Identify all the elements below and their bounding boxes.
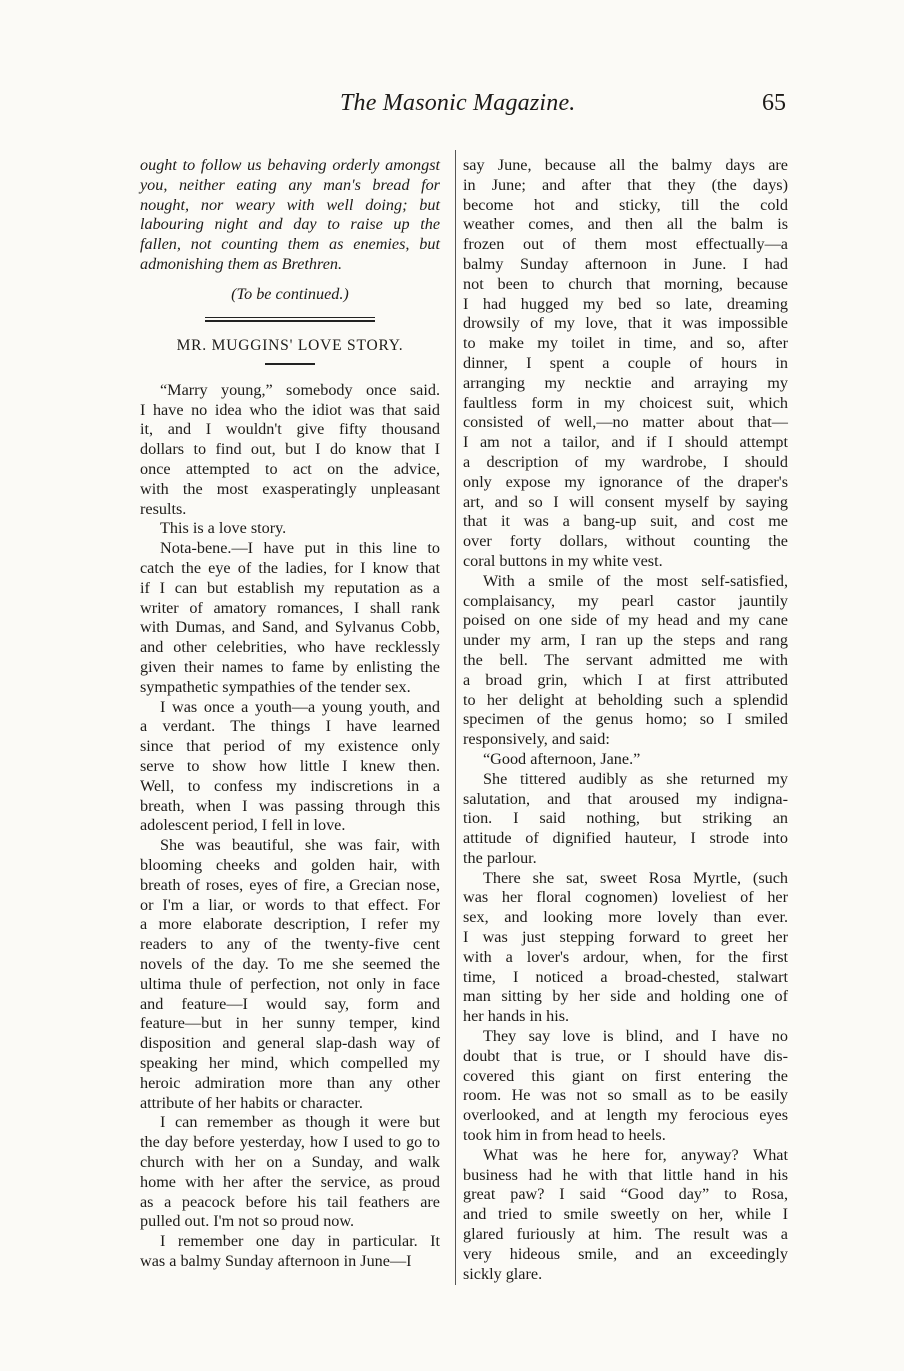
text-line: labouring night and day to raise up the (140, 215, 440, 234)
text-line: with Dumas, and Sand, and Sylvanus Cobb, (140, 618, 440, 637)
paragraph (463, 1027, 788, 1146)
text-line: covered this giant on first entering the (463, 1066, 788, 1085)
text-line: say June, because all the balmy days are (463, 156, 788, 174)
text-line: She tittered audibly as she returned my (483, 769, 788, 788)
text-line: adolescent period, I fell in love. (140, 816, 346, 835)
text-line: dinner, I spent a couple of hours in (463, 353, 788, 372)
text-line: novels of the day. To me she seemed the (140, 954, 440, 973)
text-line: under my arm, I ran up the steps and rang (463, 631, 788, 650)
text-line: time, I noticed a broad-chested, stalwart (463, 967, 788, 986)
text-line: salutation, and that aroused my indigna- (463, 789, 788, 808)
paragraph (140, 1113, 440, 1232)
text-line: as a peacock before his tail feathers are (140, 1192, 440, 1211)
paragraph (140, 836, 440, 1113)
text-line: arranging my necktie and arraying my (463, 373, 788, 392)
text-line: I am not a tailor, and if I should attempt (463, 433, 788, 452)
text-line: attitude of dignified hauteur, I strode into (463, 829, 788, 848)
text-line: heroic admiration more than any other (140, 1073, 440, 1092)
text-line: balmy Sunday afternoon in June. I had (463, 254, 788, 273)
text-line: She was beautiful, she was fair, with (160, 836, 440, 855)
text-line: blooming cheeks and golden hair, with (140, 856, 440, 874)
text-line: room. He was not so small as to be easily (463, 1086, 788, 1105)
text-line: breath of roses, eyes of fire, a Grecian nose, (140, 875, 440, 894)
text-line: frozen out of them most effectually—a (463, 235, 788, 254)
text-line: in June; and after that they (the days) (463, 175, 788, 194)
text-line: faultless form in my choicest suit, which (463, 393, 788, 412)
text-line: sickly glare. (463, 1264, 543, 1283)
text-line: writer of amatory romances, I shall rank (140, 598, 440, 617)
text-line: speaking her mind, which compelled my (140, 1053, 440, 1072)
text-line: that it was a bang-up suit, and cost me (463, 512, 788, 531)
text-line: With a smile of the most self-satisfied, (483, 571, 788, 590)
text-line: home with her after the service, as proud (140, 1172, 440, 1191)
text-line: Nota-bene.—I have put in this line to (160, 539, 440, 558)
paragraph (140, 1232, 440, 1272)
text-line: There she sat, sweet Rosa Myrtle, (such (483, 868, 788, 887)
text-line: glared furiously at him. The result was a (463, 1225, 788, 1244)
text-line: and tried to smile sweetly on her, while I (463, 1205, 788, 1224)
page-number: 65 (762, 90, 786, 116)
text-line: admonishing them as Brethren. (140, 254, 343, 273)
to-be-continued: (To be continued.) (231, 284, 349, 303)
right-body-text (463, 156, 788, 1284)
text-line: business had he with that little hand in his (463, 1165, 788, 1184)
running-title: The Masonic Magazine. (340, 90, 576, 116)
text-line: sex, and looking more lovely than ever. (463, 908, 788, 927)
text-line: attribute of her habits or character. (140, 1093, 363, 1112)
paragraph (463, 869, 788, 1027)
text-line: to her delight at beholding such a splendid (463, 690, 788, 709)
text-line: a more elaborate description, I refer my (140, 915, 440, 934)
text-line: sympathetic sympathies of the tender sex. (140, 677, 411, 696)
text-line: responsively, and said: (463, 730, 610, 749)
text-line: great paw? I said “Good day” to Rosa, (463, 1185, 788, 1204)
text-line: the day before yesterday, how I used to go to (140, 1133, 440, 1152)
text-line: over forty dollars, without counting the (463, 532, 788, 551)
text-line: I remember one day in particular. It (160, 1232, 440, 1251)
text-line: tion. I said nothing, but striking an (463, 809, 788, 828)
text-line: Well, to confess my indiscretions in a (140, 776, 440, 795)
text-line: What was he here for, anyway? What (483, 1145, 788, 1164)
text-line: serve to show how little I knew then. (140, 757, 440, 776)
paragraph (140, 539, 440, 697)
text-line: consisted of well,—no matter about that— (463, 413, 788, 432)
title-rule (265, 363, 315, 365)
text-line: catch the eye of the ladies, for I know that (140, 559, 440, 578)
text-line: art, and so I will consent myself by saying (463, 492, 788, 511)
text-line: ultima thule of perfection, not only in face (140, 974, 440, 993)
text-line: and feature—I would say, form and (140, 994, 440, 1013)
paragraph (463, 770, 788, 869)
text-line: man sitting by her side and holding one of (463, 987, 788, 1006)
text-line: given their names to fame by enlisting the (140, 658, 440, 677)
text-line: doubt that is true, or I should have dis- (463, 1046, 788, 1065)
text-line: it, and I wouldn't give fifty thousand (140, 420, 440, 439)
text-line: drowsily of my love, that it was impossible (463, 314, 788, 333)
text-line: ought to follow us behaving orderly amongst (140, 156, 440, 174)
text-line: readers to any of the twenty-five cent (140, 935, 440, 954)
text-line: weather comes, and then all the balm is (463, 215, 788, 234)
page-header (140, 90, 800, 130)
text-line: results. (140, 499, 187, 518)
text-line: a verdant. The things I have learned (140, 717, 440, 736)
text-line: was a balmy Sunday afternoon in June—I (140, 1251, 412, 1270)
text-line: only expose my ignorance of the draper's (463, 472, 788, 491)
text-line: poised on one side of my head and my cane (463, 611, 788, 630)
text-line: nought, nor weary with well doing; but (140, 195, 440, 214)
text-line: very hideous smile, and an exceedingly (463, 1244, 788, 1263)
text-line: This is a love story. (160, 519, 287, 538)
scripture-excerpt (140, 156, 440, 275)
left-body-text (140, 381, 440, 1272)
text-line: was her floral cognomen) loveliest of her (463, 888, 788, 907)
text-line: if I can but establish my reputation as a (140, 578, 440, 597)
text-line: to make my toilet in time, and so, after (463, 334, 788, 353)
text-line: a description of my wardrobe, I should (463, 452, 788, 471)
text-line: with the most exasperatingly unpleasant (140, 479, 440, 498)
text-line: her hands in his. (463, 1007, 570, 1026)
text-line: “Marry young,” somebody once said. (160, 380, 440, 399)
text-line: once attempted to act on the advice, (140, 460, 440, 479)
column-divider (455, 150, 456, 1285)
text-line: become hot and sticky, till the cold (463, 195, 788, 214)
paragraph (140, 519, 440, 539)
text-line: I had hugged my bed so late, dreaming (463, 294, 788, 313)
text-line: with a lover's ardour, when, for the first (463, 947, 788, 966)
paragraph (140, 381, 440, 520)
paragraph (463, 750, 788, 770)
text-line: a broad grin, which I at first attributed (463, 670, 788, 689)
text-line: since that period of my existence only (140, 737, 440, 756)
text-line: “Good afternoon, Jane.” (483, 749, 641, 768)
text-line: pulled out. I'm not so proud now. (140, 1212, 355, 1231)
text-line: church with her on a Sunday, and walk (140, 1152, 440, 1171)
paragraph (463, 1146, 788, 1285)
text-line: the bell. The servant admitted me with (463, 650, 788, 669)
text-line: feature—but in her sunny temper, kind (140, 1014, 440, 1033)
story-title: MR. MUGGINS' LOVE STORY. (176, 336, 404, 354)
text-line: complaisancy, my pearl castor jauntily (463, 591, 788, 610)
text-line: fallen, not counting them as enemies, but (140, 235, 440, 254)
text-line: the parlour. (463, 848, 537, 867)
text-line: or I'm a liar, or words to that effect. For (140, 895, 440, 914)
text-line: not been to church that morning, because (463, 274, 788, 293)
section-divider (205, 317, 375, 322)
text-line: and other celebrities, who have recklessly (140, 638, 440, 657)
text-line: disposition and general slap-dash way of (140, 1034, 440, 1053)
text-line: overlooked, and at length my ferocious eyes (463, 1106, 788, 1125)
paragraph (463, 156, 788, 572)
text-line: breath, when I was passing through this (140, 796, 440, 815)
left-column (140, 156, 440, 1272)
text-line: I was once a youth—a young youth, and (160, 697, 440, 716)
text-line: I have no idea who the idiot was that said (140, 400, 440, 419)
text-line: I was just stepping forward to greet her (463, 928, 788, 947)
text-line: They say love is blind, and I have no (483, 1027, 788, 1046)
text-line: took him in from head to heels. (463, 1126, 666, 1145)
text-line: you, neither eating any man's bread for (140, 175, 440, 194)
paragraph (140, 698, 440, 837)
text-line: I can remember as though it were but (160, 1113, 440, 1132)
text-line: coral buttons in my white vest. (463, 551, 663, 570)
text-line: specimen of the genus homo; so I smiled (463, 710, 788, 729)
right-column (463, 156, 788, 1284)
paragraph (463, 572, 788, 750)
text-line: dollars to find out, but I do know that I (140, 440, 440, 459)
